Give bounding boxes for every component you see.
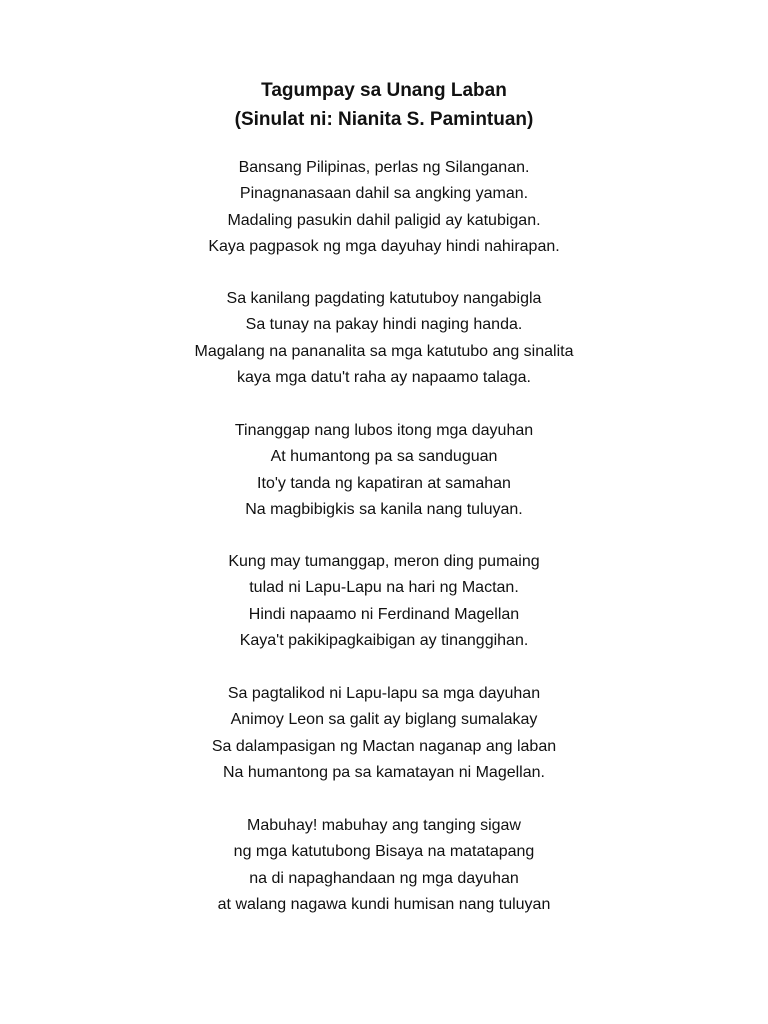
- poem-title: Tagumpay sa Unang Laban: [261, 80, 507, 101]
- verse-line: Magalang na pananalita sa mga katutubo ang sinalita: [194, 342, 574, 360]
- verse-line: Ito'y tanda ng kapatiran at samahan: [257, 474, 511, 492]
- stanza-4: [0, 549, 768, 654]
- verse-line: Na humantong pa sa kamatayan ni Magellan.: [223, 763, 545, 781]
- verse-line: Kung may tumanggap, meron ding pumaing: [228, 553, 540, 570]
- verse-line: Pinagnanasaan dahil sa angking yaman.: [239, 185, 529, 203]
- verse-line: at walang nagawa kundi humisan nang tuluyan: [217, 895, 551, 913]
- verse-line: Animoy Leon sa galit ay biglang sumalakay: [230, 711, 538, 729]
- verse-line: ng mga katutubong Bisaya na matatapang: [233, 843, 535, 861]
- verse-line: Mabuhay! mabuhay ang tanging sigaw: [247, 817, 521, 834]
- verse-line: Sa dalampasigan ng Mactan naganap ang laban: [211, 737, 557, 755]
- verse-line: tulad ni Lapu-Lapu na hari ng Mactan.: [249, 579, 519, 597]
- verse-line: kaya mga datu't raha ay napaamo talaga.: [237, 368, 531, 386]
- verse-line: Kaya pagpasok ng mga dayuhay hindi nahirapan.: [208, 237, 560, 255]
- stanza-2: [0, 286, 768, 391]
- verse-line: Sa kanilang pagdating katutuboy nangabigla: [226, 290, 542, 307]
- verse-line: Hindi napaamo ni Ferdinand Magellan: [248, 605, 520, 623]
- verse-line: Sa pagtalikod ni Lapu-lapu sa mga dayuhan: [227, 685, 541, 702]
- verse-line: Sa tunay na pakay hindi naging handa.: [245, 316, 523, 334]
- title-block: [0, 76, 768, 134]
- verse-line: Na magbibigkis sa kanila nang tuluyan.: [245, 500, 523, 518]
- stanza-1: [0, 155, 768, 260]
- stanza-6: [0, 813, 768, 918]
- verse-line: Madaling pasukin dahil paligid ay katubigan.: [227, 211, 541, 229]
- verse-line: na di napaghandaan ng mga dayuhan: [249, 869, 519, 887]
- verse-line: At humantong pa sa sanduguan: [270, 448, 498, 466]
- author-line: (Sinulat ni: Nianita S. Pamintuan): [234, 109, 534, 130]
- verse-line: Tinanggap nang lubos itong mga dayuhan: [234, 422, 534, 439]
- verse-line: Bansang Pilipinas, perlas ng Silanganan.: [238, 159, 530, 176]
- stanza-5: [0, 681, 768, 786]
- stanza-3: [0, 418, 768, 523]
- verse-line: Kaya't pakikipagkaibigan ay tinanggihan.: [239, 631, 529, 649]
